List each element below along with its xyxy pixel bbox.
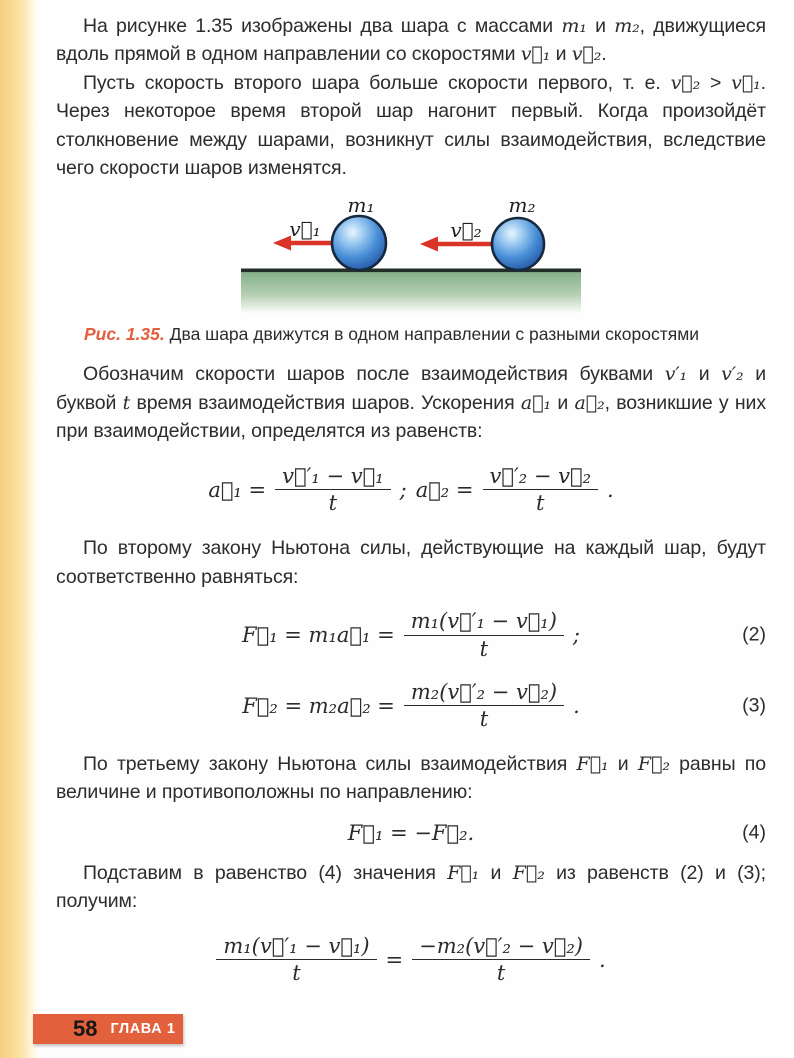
- eq3-end: .: [573, 693, 580, 718]
- equation-4: [56, 821, 766, 845]
- equation-3-number: (3): [742, 694, 766, 717]
- paragraph-second-law: По второму закону Ньютона силы, действующие на каждый шар, будут соответственно равняться:: [56, 537, 766, 588]
- eq-acc-separator: ;: [399, 477, 407, 502]
- equation-2: [56, 609, 766, 662]
- eq2-lhs: F⃗₁ = m₁a⃗₁ =: [242, 623, 395, 648]
- paragraph-notation: Обозначим скорости шаров после взаимодействия буквами v′₁ и v′₂ и буквой t время взаимодействия шаров. Ускорения a⃗₁ и a⃗₂, возникшие у них при взаимодействии, определятся из равенств:: [56, 363, 766, 443]
- paragraph-collision: Пусть скорость второго шара больше скорости первого, т. е. v⃗₂ > v⃗₁. Через некоторое время второй шар нагонит первый. Когда произойдёт столкновение между шарами, возникнут силы взаимодействия, вследствие чего скорости шаров изменятся.: [56, 71, 766, 180]
- chapter-label: ГЛАВА 1: [110, 1021, 176, 1037]
- page-content: [56, 12, 766, 1004]
- mass-2-label: m₂: [508, 193, 536, 218]
- page-number: 58: [73, 1016, 98, 1041]
- eq-acc-lhs2: a⃗₂ =: [415, 477, 474, 502]
- page-edge-strip: [0, 0, 40, 1058]
- equation-substituted: [56, 934, 766, 987]
- eq5-fraction-1: $\frac{\text{m₁(v⃗′₁ − v⃗₁)}}{t}$: [216, 934, 376, 987]
- ground-line: [241, 269, 581, 273]
- eq2-fraction: $\frac{\text{m₁(v⃗′₁ − v⃗₁)}}{t}$: [404, 609, 564, 662]
- figure-1-35: [56, 190, 766, 314]
- paragraph-substitution: Подставим в равенство (4) значения F⃗₁ и F⃗₂ из равенств (2) и (3); получим:: [56, 861, 766, 913]
- eq-acc-fraction-1: $\frac{\text{v⃗′₁ − v⃗₁}}{t}$: [275, 464, 390, 517]
- equation-accelerations: [56, 464, 766, 517]
- paragraph-third-law: По третьему закону Ньютона силы взаимодействия F⃗₁ и F⃗₂ равны по величине и противоположны по направлению:: [56, 753, 766, 804]
- eq-acc-period: .: [606, 477, 614, 502]
- paragraph-intro: На рисунке 1.35 изображены два шара с массами m₁ и m₂, движущиеся вдоль прямой в одном направлении со скоростями v⃗₁ и v⃗₂.: [56, 15, 767, 66]
- two-balls-illustration: [235, 190, 587, 314]
- eq5-period: .: [598, 947, 606, 972]
- footer-bar: [33, 1014, 183, 1044]
- ground-surface: [241, 272, 581, 314]
- eq5-fraction-2: $\frac{\text{−m₂(v⃗′₂ − v⃗₂)}}{t}$: [412, 934, 590, 987]
- ball-2: [492, 218, 544, 270]
- eq3-lhs: F⃗₂ = m₂a⃗₂ =: [242, 693, 395, 718]
- figure-caption: Рис. 1.35. Два шара движутся в одном направлении с разными скоростями: [84, 324, 700, 345]
- eq-acc-lhs1: a⃗₁ =: [208, 477, 267, 502]
- equation-4-number: (4): [742, 821, 766, 844]
- mass-1-label: m₁: [347, 193, 375, 218]
- eq3-fraction: $\frac{\text{m₂(v⃗′₂ − v⃗₂)}}{t}$: [404, 680, 564, 733]
- velocity-1-label: v⃗₁: [289, 217, 321, 242]
- eq5-equals: =: [385, 947, 404, 972]
- eq-acc-fraction-2: $\frac{\text{v⃗′₂ − v⃗₂}}{t}$: [483, 464, 598, 517]
- equation-3: [56, 680, 766, 733]
- eq2-end: ;: [572, 623, 580, 648]
- eq4-body: F⃗₁ = −F⃗₂.: [347, 820, 475, 845]
- equation-2-number: (2): [742, 623, 766, 646]
- velocity-2-label: v⃗₂: [450, 218, 482, 243]
- ball-1: [332, 216, 386, 270]
